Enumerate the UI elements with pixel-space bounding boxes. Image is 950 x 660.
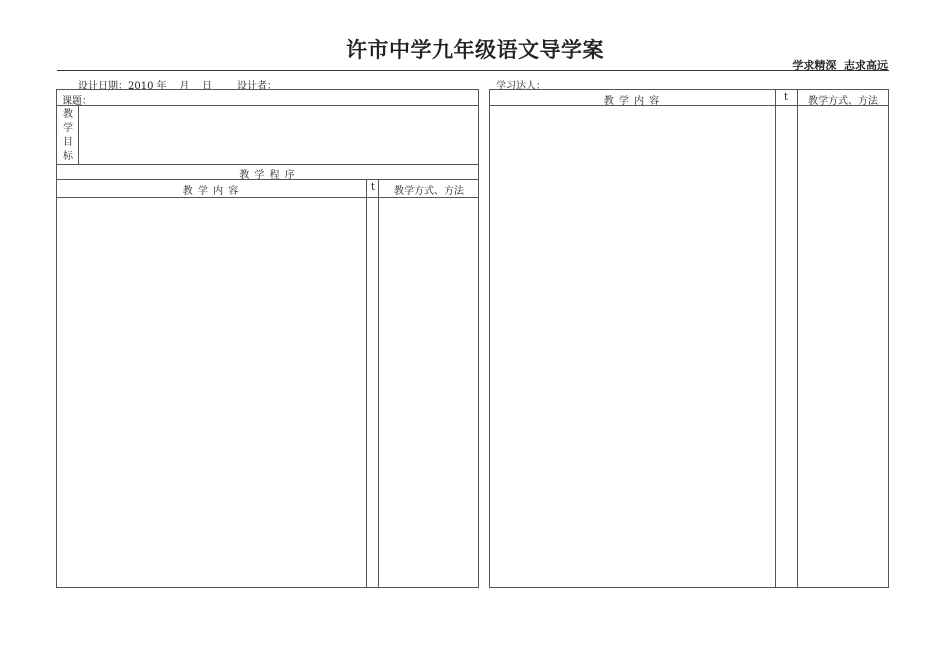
left-method-header: 教学方式、方法: [394, 186, 464, 197]
objective-char: 教: [63, 109, 73, 120]
topic-label: 课题：: [62, 96, 92, 107]
right-t-header: t: [783, 92, 789, 103]
objective-char: 标: [63, 151, 73, 162]
objective-char: 学: [63, 123, 73, 134]
objective-char: 目: [63, 137, 73, 148]
school-motto: 学求精深 志求高远: [792, 59, 888, 72]
procedure-heading: 教 学 程 序: [239, 170, 296, 181]
designer-label: 设计者：: [237, 81, 277, 92]
left-content-area[interactable]: [58, 199, 364, 585]
divider: [56, 197, 479, 198]
header-rule: [57, 70, 889, 71]
page-title: 许市中学九年级语文导学案: [346, 38, 604, 62]
divider: [797, 89, 798, 588]
objective-label: [62, 108, 74, 164]
right-method-header: 教学方式、方法: [808, 96, 878, 107]
divider: [56, 179, 479, 180]
learner-label: 学习达人：: [496, 81, 546, 92]
divider: [56, 164, 479, 165]
divider: [366, 179, 367, 588]
right-content-header: 教 学 内 容: [603, 96, 661, 107]
right-method-area[interactable]: [799, 107, 887, 585]
divider: [489, 105, 889, 106]
divider: [78, 105, 79, 164]
right-content-area[interactable]: [491, 107, 773, 585]
divider: [775, 89, 776, 588]
left-content-header: 教 学 内 容: [182, 186, 240, 197]
divider: [378, 179, 379, 588]
objective-field[interactable]: [80, 107, 476, 162]
design-date-label: 设计日期：2010 年 月 日: [78, 81, 213, 92]
topic-field[interactable]: [100, 90, 474, 104]
left-t-header: t: [370, 182, 376, 193]
left-method-area[interactable]: [380, 199, 477, 585]
divider: [56, 105, 479, 106]
